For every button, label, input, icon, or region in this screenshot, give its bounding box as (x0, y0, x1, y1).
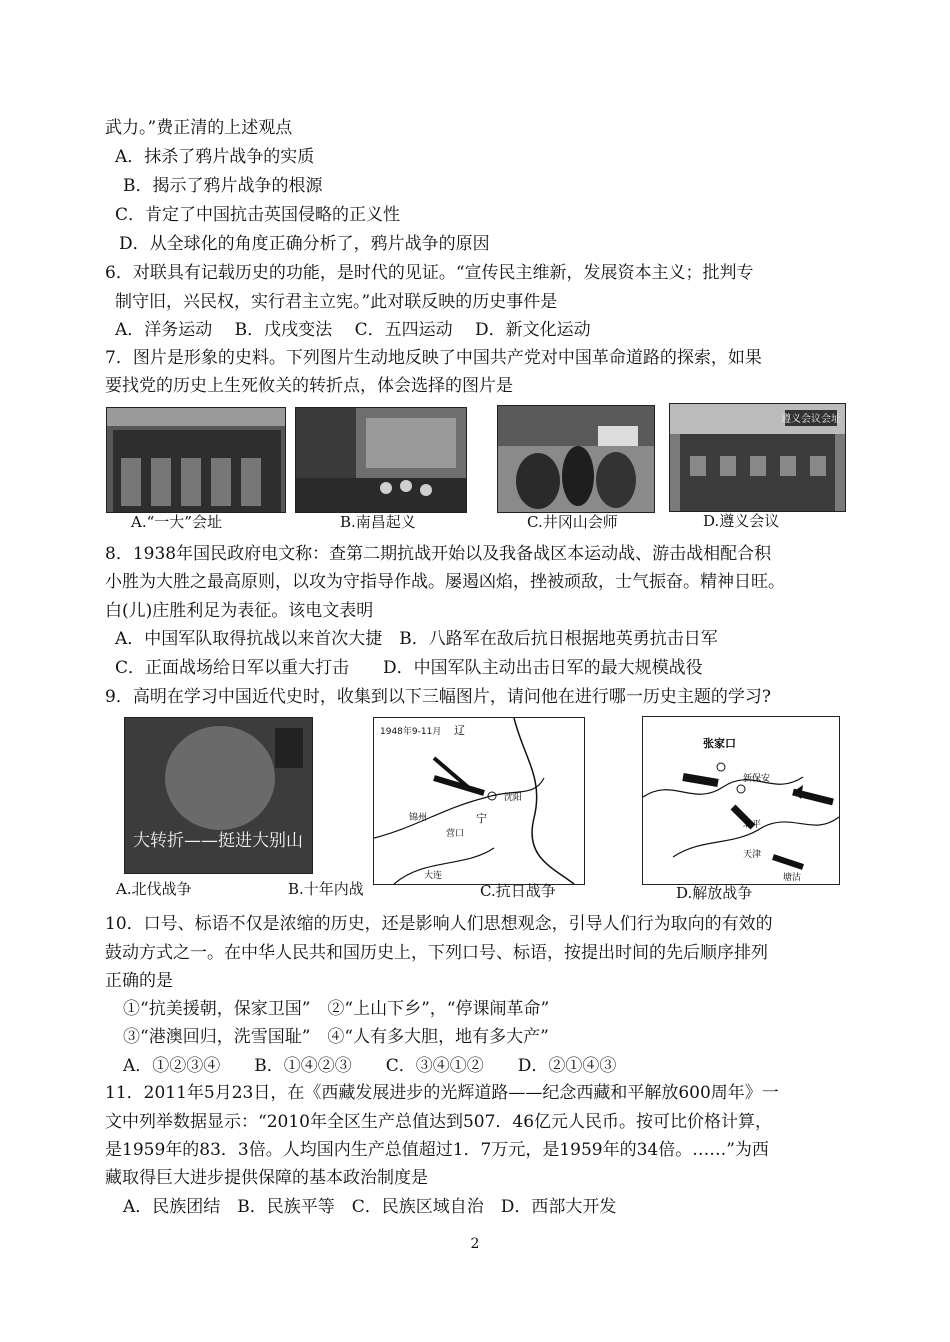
q9-caption-a: A.北伐战争 (116, 880, 192, 898)
text-line: 制守旧，兴民权，实行君主立宪。”此对联反映的历史事件是 (115, 292, 558, 312)
map-label: 新保安 (743, 774, 771, 784)
q9-photo-1 (124, 717, 313, 874)
poster-photo (125, 718, 312, 873)
map-label: 大连 (424, 871, 443, 881)
text-line: 小胜为大胜之最高原则，以攻为守指导作战。屡遏凶焰，挫被顽敌，士气振奋。精神日旺。 (105, 572, 785, 592)
map-year: 1948年9-11月 (380, 727, 442, 737)
option-line: C．肯定了中国抗击英国侵略的正义性 (115, 205, 401, 225)
option-line: A．①②③④ B．①④②③ C．③④①② D．②①④③ (123, 1056, 617, 1076)
liaoshen-map (374, 718, 584, 884)
option-line: ①“抗美援朝，保家卫国” ②“上山下乡”，“停课闹革命” (123, 999, 550, 1019)
map-label: 北平 (743, 820, 762, 830)
q9-map-2 (642, 716, 840, 885)
map-label: 营口 (446, 829, 465, 839)
map-label: 天津 (743, 850, 762, 860)
option-line: A．抹杀了鸦片战争的实质 (115, 147, 315, 167)
q7-photo-d (669, 403, 846, 512)
text-line: 正确的是 (105, 971, 173, 991)
q7-photo-a (106, 407, 286, 513)
text-line: 藏取得巨大进步提供保障的基本政治制度是 (105, 1168, 428, 1188)
poster-title: 大转折——挺进大别山 (133, 831, 303, 851)
option-line: A．洋务运动 B．戊戌变法 C．五四运动 D．新文化运动 (115, 320, 591, 340)
map-label: 沈阳 (504, 793, 523, 803)
zunyi-building (670, 404, 845, 511)
option-line: C．正面战场给日军以重大打击 D．中国军队主动出击日军的最大规模战役 (115, 658, 703, 678)
q7-caption-b: B.南昌起义 (340, 513, 416, 531)
map-label: 宁 (476, 812, 487, 825)
q7-caption-d: D.遵义会议 (703, 512, 780, 530)
option-line: A．中国军队取得抗战以来首次大捷 B．八路军在敌后抗日根据地英勇抗击日军 (115, 629, 718, 649)
text-line: 文中列举数据显示：“2010年全区生产总值达到507．46亿元人民币。按可比价格计算， (105, 1112, 773, 1132)
q9-map-1 (373, 717, 585, 885)
q9-caption-b: B.十年内战 (288, 880, 364, 898)
option-line: A．民族团结 B．民族平等 C．民族区域自治 D．西部大开发 (123, 1197, 617, 1217)
option-line: ③“港澳回归，洗雪国耻” ④“人有多大胆，地有多大产” (123, 1027, 549, 1047)
building-photo (107, 408, 285, 512)
meeting-painting (498, 406, 654, 512)
question-7: 7．图片是形象的史料。下列图片生动地反映了中国共产党对中国革命道路的探索，如果 (105, 348, 762, 368)
question-10: 10．口号、标语不仅是浓缩的历史，还是影响人们思想观念，引导人们行为取向的有效的 (105, 914, 773, 934)
q9-caption-c: C.抗日战争 (480, 882, 556, 900)
question-8: 8．1938年国民政府电文称：查第二期抗战开始以及我备战区本运动战、游击战相配合积 (105, 544, 772, 564)
q7-caption-a: A.“一大”会址 (131, 513, 222, 531)
uprising-photo (296, 408, 466, 512)
question-9: 9．高明在学习中国近代史时，收集到以下三幅图片，请问他在进行哪一历史主题的学习? (105, 687, 771, 707)
map-label: 辽 (454, 724, 465, 737)
q9-caption-d: D.解放战争 (676, 884, 753, 902)
text-line: 鼓动方式之一。在中华人民共和国历史上，下列口号、标语，按提出时间的先后顺序排列 (105, 943, 768, 963)
map-label: 张家口 (703, 737, 736, 750)
text-line: 武力。”费正清的上述观点 (105, 118, 293, 138)
map-label: 锦州 (409, 813, 428, 823)
page-number: 2 (470, 1236, 480, 1252)
q7-photo-c (497, 405, 655, 513)
question-11: 11．2011年5月23日，在《西藏发展进步的光辉道路——纪念西藏和平解放600周年》一 (105, 1083, 779, 1103)
option-line: D．从全球化的角度正确分析了，鸦片战争的原因 (119, 234, 490, 254)
text-line: 是1959年的83．3倍。人均国内生产总值超过1．7万元，是1959年的34倍。……”为西 (105, 1140, 769, 1160)
option-line: B．揭示了鸦片战争的根源 (123, 176, 323, 196)
sign-text: 遵义会议会址 (781, 414, 841, 425)
question-6: 6．对联具有记载历史的功能，是时代的见证。“宣传民主维新，发展资本主义；批判专 (105, 263, 754, 283)
q7-photo-b (295, 407, 467, 513)
q7-caption-c: C.井冈山会师 (527, 513, 618, 531)
text-line: 白(儿)庄胜利足为表征。该电文表明 (105, 601, 374, 621)
pingjin-map (643, 717, 839, 884)
map-label: 塘沽 (783, 873, 802, 883)
text-line: 要找党的历史上生死攸关的转折点，体会选择的图片是 (105, 376, 513, 396)
